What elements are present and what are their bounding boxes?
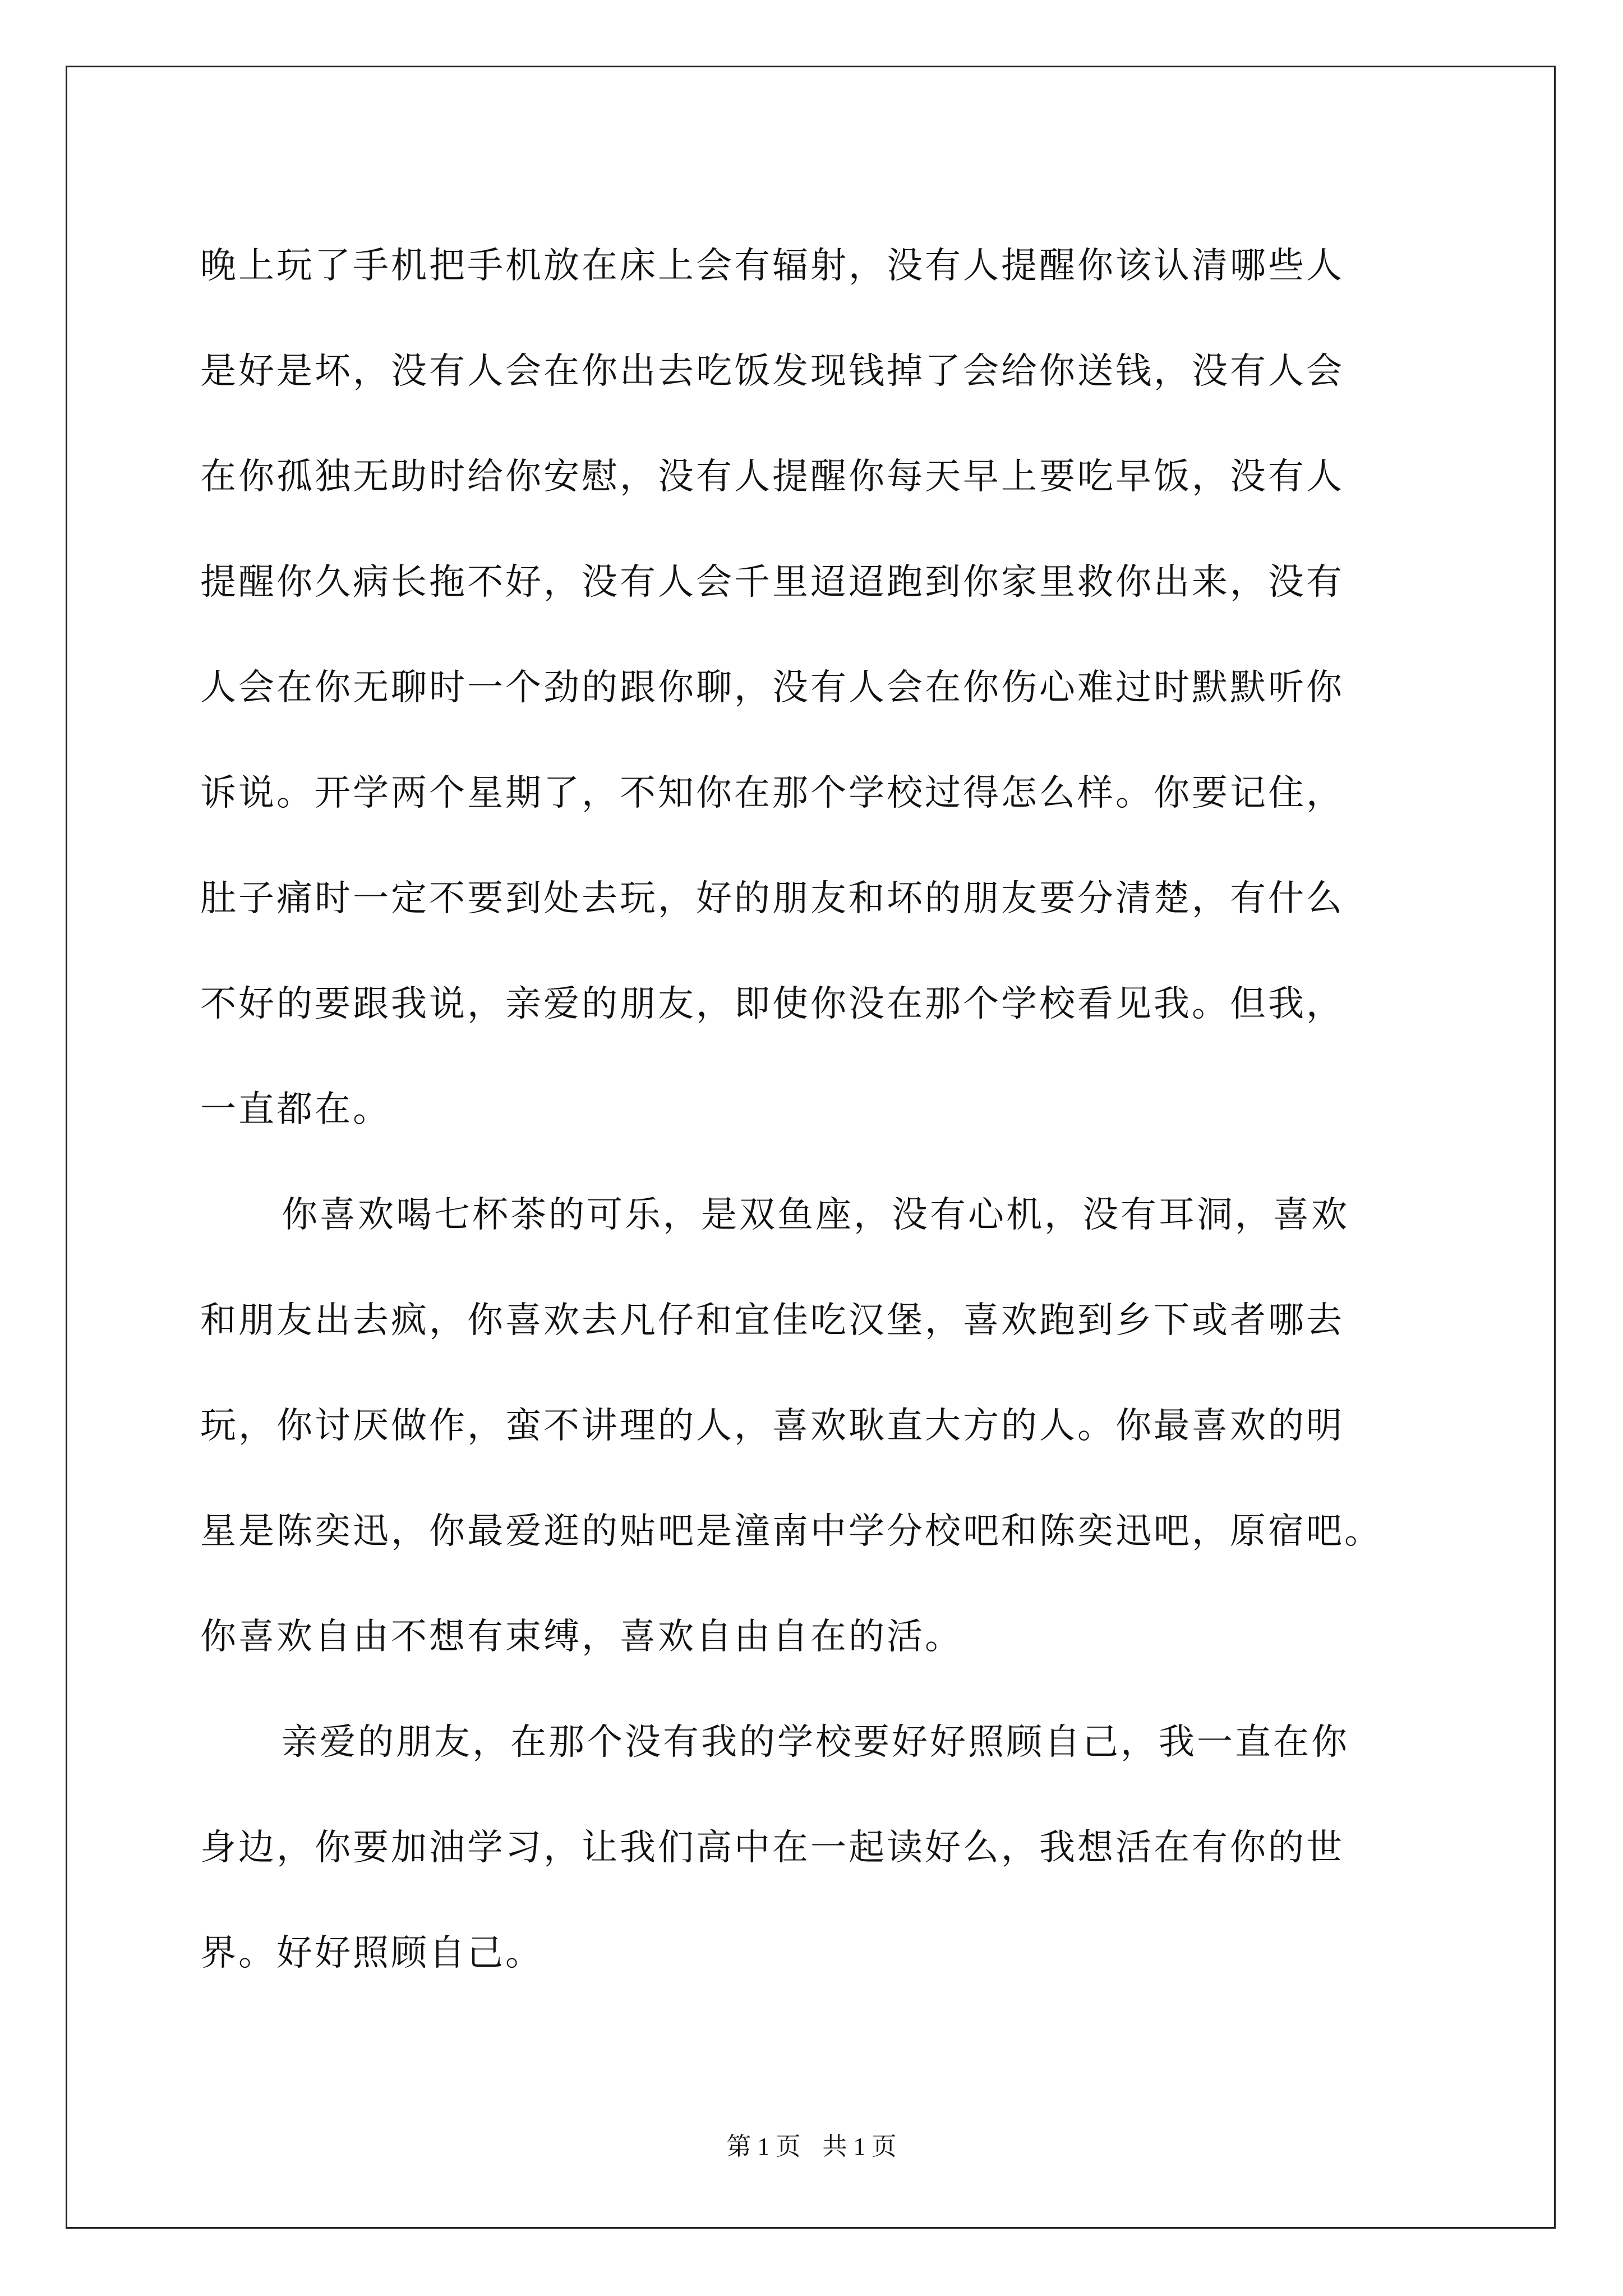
text-line: 肚子痛时一定不要到处去玩，好的朋友和坏的朋友要分清楚，有什么 — [200, 878, 1344, 919]
text-line: 和朋友出去疯，你喜欢去凡仔和宜佳吃汉堡，喜欢跑到乡下或者哪去 — [200, 1300, 1344, 1341]
text-line: 在你孤独无助时给你安慰，没有人提醒你每天早上要吃早饭，没有人 — [200, 456, 1344, 498]
text-line: 界。好好照顾自己。 — [200, 1932, 543, 1974]
text-line: 亲爱的朋友，在那个没有我的学校要好好照顾自己，我一直在你 — [282, 1722, 1349, 1763]
paragraph-2 — [200, 1162, 1462, 1690]
text-line: 身边，你要加油学习，让我们高中在一起读好么，我想活在有你的世 — [200, 1827, 1344, 1869]
page-number: 第 1 页 — [726, 2133, 801, 2160]
text-line: 你喜欢自由不想有束缚，喜欢自由自在的活。 — [200, 1616, 963, 1658]
page-total: 共 1 页 — [822, 2133, 897, 2160]
text-line: 诉说。开学两个星期了，不知你在那个学校过得怎么样。你要记住， — [200, 772, 1344, 814]
text-line: 是好是坏，没有人会在你出去吃饭发现钱掉了会给你送钱，没有人会 — [200, 351, 1344, 392]
document-body — [200, 213, 1462, 2006]
paragraph-3 — [200, 1690, 1462, 2006]
paragraph-1 — [200, 213, 1462, 1162]
text-line: 玩，你讨厌做作，蛮不讲理的人，喜欢耿直大方的人。你最喜欢的明 — [200, 1405, 1344, 1447]
text-line: 晚上玩了手机把手机放在床上会有辐射，没有人提醒你该认清哪些人 — [200, 245, 1344, 287]
text-line: 人会在你无聊时一个劲的跟你聊，没有人会在你伤心难过时默默听你 — [200, 667, 1344, 708]
text-line: 一直都在。 — [200, 1089, 391, 1130]
text-line: 星是陈奕迅，你最爱逛的贴吧是潼南中学分校吧和陈奕迅吧，原宿吧。 — [200, 1511, 1382, 1552]
page-footer — [0, 2126, 1623, 2162]
text-line: 你喜欢喝七杯茶的可乐，是双鱼座，没有心机，没有耳洞，喜欢 — [282, 1194, 1349, 1236]
text-line: 提醒你久病长拖不好，没有人会千里迢迢跑到你家里救你出来，没有 — [200, 562, 1344, 603]
text-line: 不好的要跟我说，亲爱的朋友，即使你没在那个学校看见我。但我， — [200, 983, 1344, 1025]
